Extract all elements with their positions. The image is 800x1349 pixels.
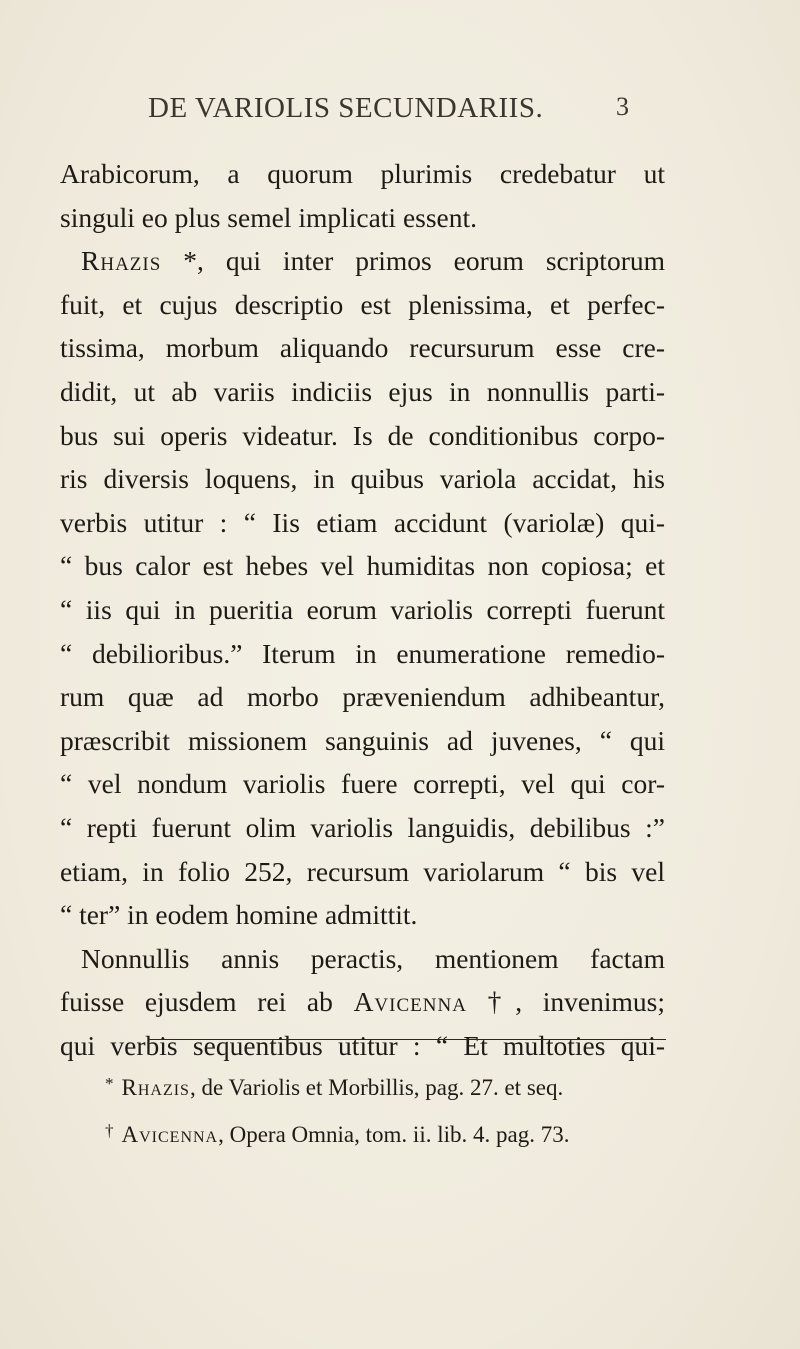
text-fragment: fuisse ejusdem rei ab	[60, 986, 354, 1018]
text-line: præscribit missionem sanguinis ad juvenes, “ qui	[60, 724, 665, 756]
footnote-author: Rhazis	[121, 1075, 190, 1100]
text-line: verbis utitur : “ Iis etiam accidunt (variolæ) qui-	[60, 506, 665, 538]
footnote-mark: †	[105, 1121, 114, 1140]
page-number: 3	[616, 92, 630, 121]
footnote-text: , de Variolis et Morbillis, pag. 27. et seq.	[189, 1075, 564, 1100]
text-line: “ debilioribus.” Iterum in enumeratione remedio-	[60, 637, 665, 669]
footnote	[80, 1062, 670, 1109]
text-line: qui verbis sequentibus utitur : “ Et multoties qui-	[60, 1029, 665, 1061]
main-text	[60, 152, 665, 1067]
footnotes	[80, 1062, 670, 1156]
text-line: “ repti fuerunt olim variolis languidis, debilibus :”	[60, 811, 665, 843]
text-line: “ bus calor est hebes vel humiditas non copiosa; et	[60, 550, 665, 582]
footnote	[80, 1109, 670, 1156]
text-line: Arabicorum, a quorum plurimis credebatur ut	[60, 158, 665, 189]
text-line: “ ter” in eodem homine admittit.	[60, 899, 418, 931]
text-line: “ iis qui in pueritia eorum variolis correpti fuerunt	[60, 593, 665, 625]
text-fragment: *, qui inter primos eorum scriptorum	[161, 245, 665, 277]
footnote-text: , Opera Omnia, tom. ii. lib. 4. pag. 73.	[218, 1122, 570, 1147]
footnote-author: Avicenna	[121, 1122, 219, 1147]
text-fragment: †, invenimus;	[466, 986, 665, 1018]
text-line: Nonnullis annis peractis, mentionem factam	[81, 942, 665, 974]
author-name: Avicenna	[353, 986, 467, 1018]
text-line: singuli eo plus semel implicati essent.	[60, 201, 478, 233]
text-line: rum quæ ad morbo præveniendum adhibeantur,	[60, 681, 665, 713]
page-header	[148, 92, 648, 125]
footnote-rule	[148, 1039, 666, 1040]
text-line: ris diversis loquens, in quibus variola accidat, his	[60, 463, 665, 495]
footnote-mark: *	[105, 1074, 114, 1093]
text-line	[60, 239, 665, 283]
text-line: etiam, in folio 252, recursum variolarum “ bis vel	[60, 855, 665, 887]
author-name: Rhazis	[81, 245, 162, 277]
running-title: DE VARIOLIS SECUNDARIIS.	[148, 92, 544, 124]
text-line: tissima, morbum aliquando recursurum esse cre-	[60, 332, 665, 364]
text-line	[60, 980, 665, 1024]
text-line: bus sui operis videatur. Is de conditionibus corpo-	[60, 419, 665, 451]
text-line: “ vel nondum variolis fuere correpti, vel qui cor-	[60, 768, 665, 800]
text-line: fuit, et cujus descriptio est plenissima, et perfec-	[60, 288, 665, 320]
text-line: didit, ut ab variis indiciis ejus in nonnullis parti-	[60, 375, 665, 407]
